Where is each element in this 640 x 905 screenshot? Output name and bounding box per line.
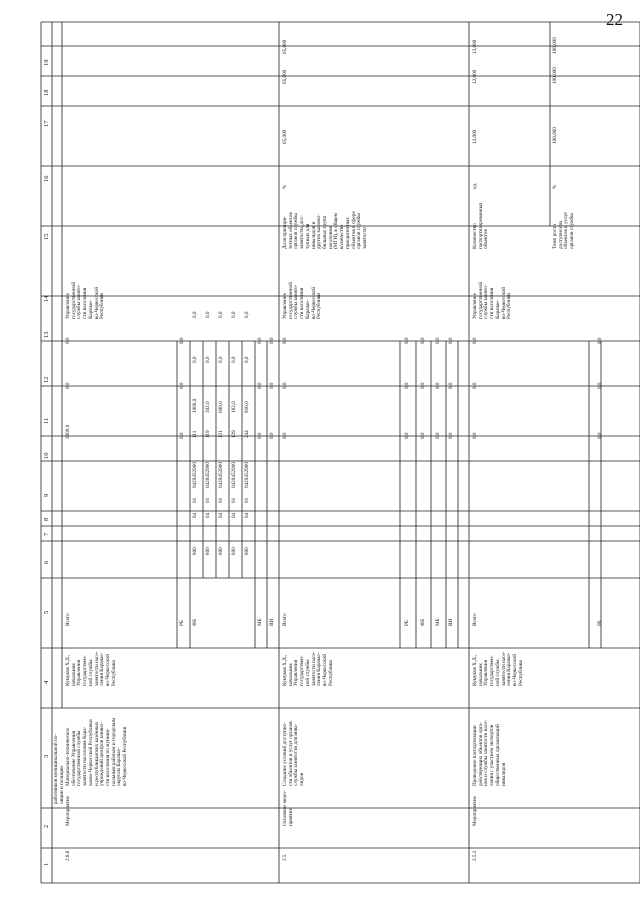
source-c11: 0,0	[435, 432, 441, 439]
source-label: ВИ	[448, 618, 454, 626]
sub-c11: 1000,0	[192, 398, 198, 413]
source-c11: 0,0	[404, 432, 410, 439]
row-286-source-fb: ФБ	[192, 618, 198, 626]
sub-c13: 0,0	[244, 311, 250, 318]
source-c13: 0,0	[448, 337, 454, 344]
row-25-total-c11: 0,0	[282, 432, 288, 439]
row-286-vi-c11: 0,0	[269, 432, 275, 439]
col-header-3: 3	[43, 754, 50, 758]
sub-c10: 111	[192, 430, 198, 438]
row-251-ind2-c18: 100,000	[552, 67, 558, 84]
sub-c9: 0420452900	[231, 462, 237, 488]
row-286-vi-c12: 0,0	[269, 382, 275, 389]
row-286-type: Мероприятие	[65, 796, 71, 826]
row-286-number: 2.8.6	[65, 850, 71, 861]
row-286-name: Материально-техническое обеспечение Управления государственной службы занятости населения Кара- чаево-Черкесской Республики и республиканских казённых учреждений центров заняно- сти населения по муници- пальным районам и городским округам Карачае- во-Черкесской Республики	[65, 717, 129, 786]
col-header-2: 2	[43, 824, 50, 828]
row-286-mb-c12: 0,0	[257, 382, 263, 389]
sub-c6: 800	[244, 547, 250, 555]
row-251-rb-c11: 0,0	[597, 432, 603, 439]
row-25-number: 2.5	[282, 854, 288, 861]
sub-c12: 0,0	[231, 356, 237, 363]
row-251-number: 2.5.1	[472, 850, 478, 861]
col-header-15: 15	[43, 233, 50, 240]
row-251-ind1-c17: 12,000	[472, 129, 478, 144]
sub-c13: 0,0	[218, 311, 224, 318]
sub-c7: 04	[218, 512, 224, 518]
row-251-source-rb: РБ	[597, 620, 603, 626]
sub-c13: 0,0	[205, 311, 211, 318]
sub-c11: 182,0	[231, 401, 237, 413]
sub-c11: 600,0	[218, 401, 224, 413]
row-251-total-c13: 0,0	[472, 337, 478, 344]
row-286-rb-c12: 0,0	[179, 382, 185, 389]
row-251-executor: Кумуков Х.Д., начальник Управления государствен- ной службы занятости насе- ления Карачае- во-Черкесской Республики	[472, 651, 524, 686]
row-25-indicator: Доля прионри- тетных объектов органов службы занятости, дос- тупных для инвалидов и других маломо- бильных групп населения (МГН), в общем количестве приоритетных объектов в сфере органов службы занятости	[282, 211, 369, 249]
sub-c6: 800	[218, 547, 224, 555]
sub-c7: 04	[231, 512, 237, 518]
sub-c7: 04	[244, 512, 250, 518]
row-286-mb-c13: 0,0	[257, 337, 263, 344]
col-header-16: 16	[43, 175, 50, 182]
sub-c11: 916,0	[244, 401, 250, 413]
row-25-unit: %	[282, 184, 288, 189]
row-251-indicator-2: Темп роста доступности объектов и услуг органов службы	[552, 211, 576, 249]
col-header-19: 19	[43, 59, 50, 66]
sub-c7: 04	[192, 512, 198, 518]
source-c11: 0,0	[420, 432, 426, 439]
source-c13: 0,0	[404, 337, 410, 344]
row-251-unit-2: %	[552, 184, 558, 189]
page-number: 22	[606, 10, 623, 29]
sub-c8: 01	[218, 497, 224, 503]
row-25-c18: 65,000	[282, 69, 288, 84]
sub-c12: 0,0	[192, 356, 198, 363]
row-286-vi-c13: 0,0	[269, 337, 275, 344]
source-label: МБ	[435, 618, 441, 626]
col-header-12: 12	[43, 376, 50, 383]
col-header-4: 4	[43, 680, 50, 684]
sub-c13: 0,0	[192, 311, 198, 318]
sub-c11: 302,0	[205, 401, 211, 413]
row-25-name: Создание условий доступно- сти объектов и услуг органов службы занятости для инва- лидов	[282, 721, 306, 786]
row-286-source-mb: МБ	[257, 618, 263, 626]
sub-c9: 0420452900	[218, 462, 224, 488]
col-header-13: 13	[43, 331, 50, 338]
row-251-ind2-c19: 100,000	[552, 37, 558, 54]
source-c12: 0,0	[404, 382, 410, 389]
row-25-executor: Кумуков Х.Д., начальник Управления государствен- ной службы занятости насе- ления Карачае- во-Черкесской Республики	[282, 651, 334, 686]
source-c12: 0,0	[435, 382, 441, 389]
sub-c8: 01	[192, 497, 198, 503]
sub-c9: 0420452900	[244, 462, 250, 488]
sub-c6: 800	[231, 547, 237, 555]
source-c12: 0,0	[420, 382, 426, 389]
col-header-10: 10	[43, 452, 50, 459]
row-25-c17: 65,000	[282, 129, 288, 144]
col-header-17: 17	[43, 120, 50, 127]
row-25-c19: 65,000	[282, 39, 288, 54]
sub-c8: 01	[205, 497, 211, 503]
row-286-mb-c11: 0,0	[257, 432, 263, 439]
col-header-9: 9	[43, 493, 50, 497]
row-251-indicator-1: Количество паспортизированных объектов	[472, 202, 490, 249]
source-label: РБ	[404, 620, 410, 626]
sub-c7: 04	[205, 512, 211, 518]
col-header-1: 1	[43, 862, 50, 866]
sub-c10: 121	[218, 430, 224, 438]
row-25-total-c12: 0,0	[282, 382, 288, 389]
col-header-11: 11	[43, 417, 50, 424]
row-25-responsible: Управление государственной службы занято- сти населения Карачае- во-Черкесской Республики	[282, 282, 323, 319]
row-251-ind1-c19: 12,000	[472, 39, 478, 54]
sub-c6: 800	[205, 547, 211, 555]
row-251-responsible: Управление государственной службы занято- сти населения Карачае- во-Черкесской Республики	[472, 282, 513, 319]
row-251-unit-1: ед.	[472, 182, 478, 189]
row-286-responsible: Управление государственной службы занято- сти населения Карачае- во-Черкесской Республики	[65, 282, 106, 319]
sub-c12: 0,0	[244, 356, 250, 363]
row-251-rb-c13: 0,0	[597, 337, 603, 344]
col-header-6: 6	[43, 560, 50, 564]
row-251-total-c11: 0,0	[472, 432, 478, 439]
row-251-ind1-c18: 12,000	[472, 69, 478, 84]
source-c11: 0,0	[448, 432, 454, 439]
row-286-source-total: Всего	[65, 613, 71, 626]
row-251-source-total: Всего	[472, 613, 478, 626]
row-251-total-c12: 0,0	[472, 382, 478, 389]
sub-c6: 800	[192, 547, 198, 555]
row-286-total-c12: 0,0	[65, 382, 71, 389]
source-label: ФБ	[420, 618, 426, 626]
row-286-total-c13: 0,0	[65, 337, 71, 344]
col-header-5: 5	[43, 610, 50, 614]
row-25-type: Основное меро- приятие	[282, 790, 294, 826]
row-286-total-c11: 3000,0	[65, 424, 71, 439]
row-251-name: Проведение паспортизации действующих объектов орга- нов и службы занятости насе- ления с участием экспертов общественных организаций инвалидов	[472, 719, 507, 786]
row-251-type: Мероприятие	[472, 796, 478, 826]
sub-c8: 01	[231, 497, 237, 503]
row-286-executor: Кумуков Х.Д., начальник Управления государствен- ной службы занятости насе- ления Карачае- во-Черкесской Республики	[65, 651, 117, 686]
sub-c12: 0,0	[218, 356, 224, 363]
carry-over-text: работников муниципальной по- лиции и полиции	[53, 733, 65, 804]
row-286-rb-c11: 0,0	[179, 432, 185, 439]
sub-c10: 119	[205, 430, 211, 438]
sub-c9: 0420452900	[205, 462, 211, 488]
sub-c10: 244	[244, 430, 250, 438]
row-286-source-vi: ВИ	[269, 618, 275, 626]
sub-c13: 0,0	[231, 311, 237, 318]
source-c13: 0,0	[420, 337, 426, 344]
source-c13: 0,0	[435, 337, 441, 344]
row-286-source-rb: РБ	[179, 620, 185, 626]
row-286-rb-c13: 0,0	[179, 337, 185, 344]
row-25-total-c13: 0,0	[282, 337, 288, 344]
col-header-14: 14	[43, 295, 50, 302]
sub-c8: 01	[244, 497, 250, 503]
source-c12: 0,0	[448, 382, 454, 389]
row-251-ind2-c17: 100,000	[552, 127, 558, 144]
col-header-8: 8	[43, 517, 50, 521]
sub-c12: 0,0	[205, 356, 211, 363]
col-header-18: 18	[43, 89, 50, 96]
sub-c10: 129	[231, 430, 237, 438]
row-251-rb-c12: 0,0	[597, 382, 603, 389]
sub-c9: 0420452900	[192, 462, 198, 488]
table-grid	[40, 21, 640, 884]
row-25-source-total: Всего	[282, 613, 288, 626]
col-header-7: 7	[43, 532, 50, 536]
